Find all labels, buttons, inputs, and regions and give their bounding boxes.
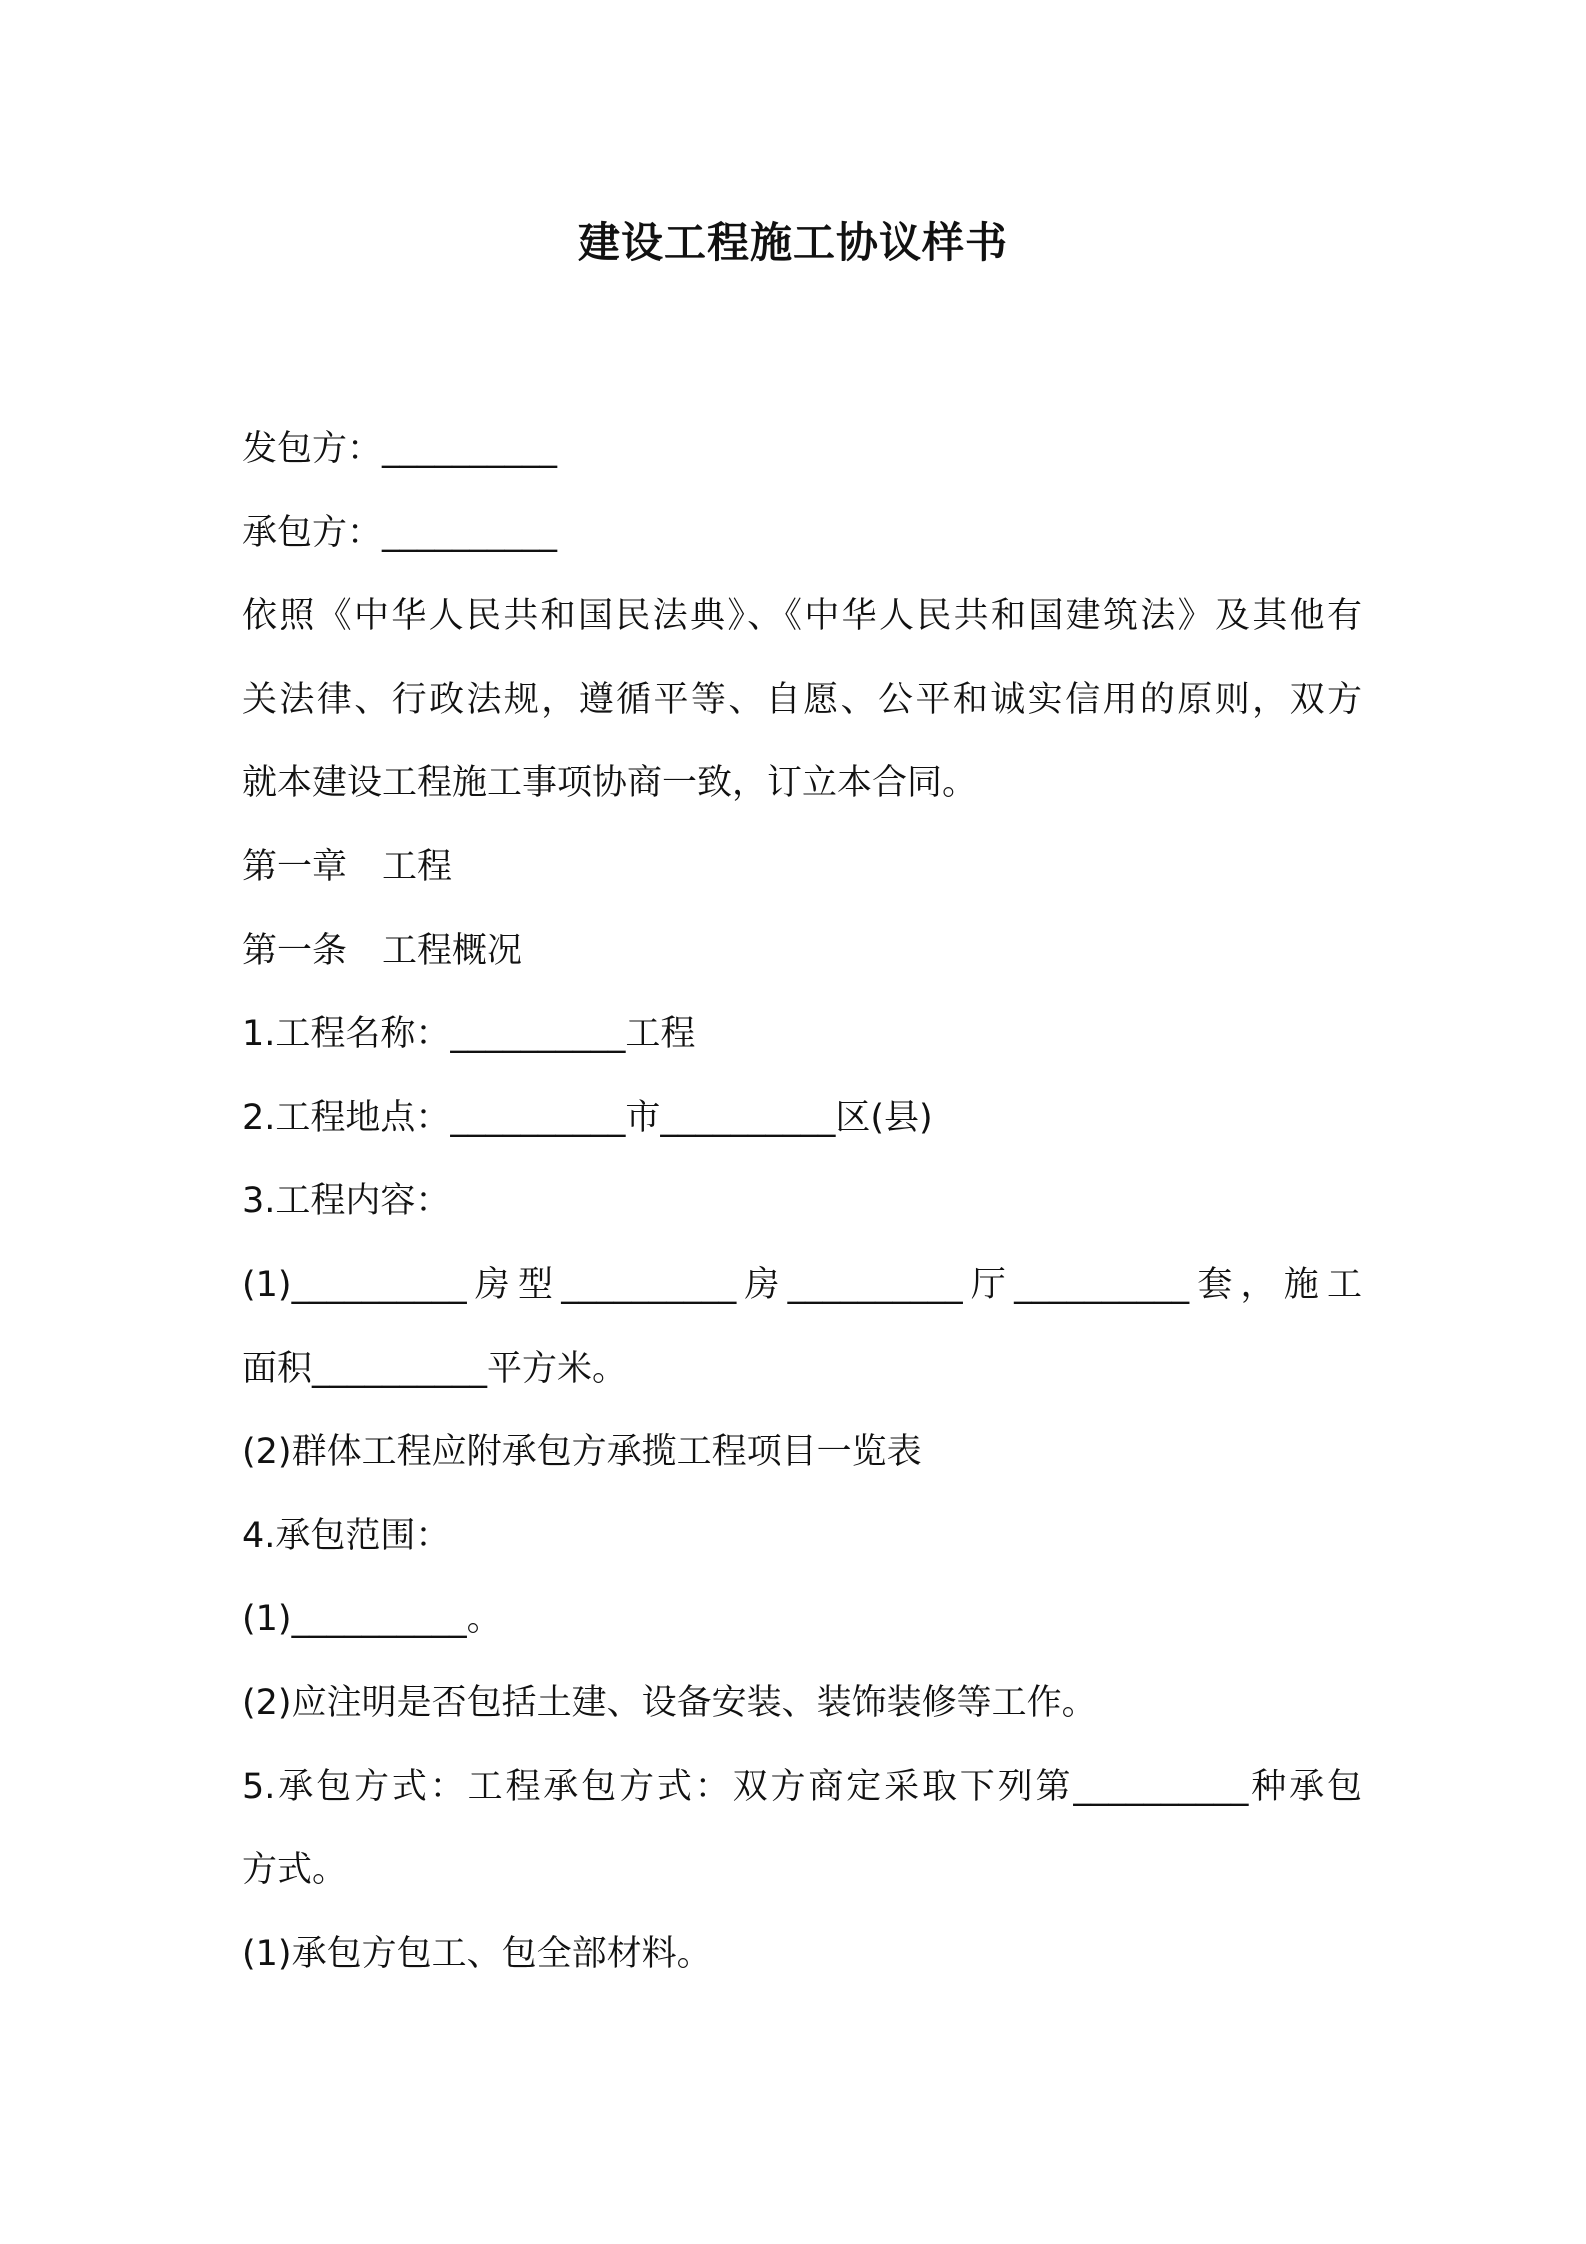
contract-method-line-1: 5.承包方式：工程承包方式：双方商定采取下列第__________种承包 <box>242 1766 1362 1807</box>
preamble-line-1: 依照《中华人民共和国民法典》、《中华人民共和国建筑法》及其他有 <box>242 596 1362 637</box>
project-content-item-1-line-1: (1)__________房型__________房__________厅__________套，施工 <box>242 1264 1362 1305</box>
contract-scope-item-1: (1)__________。 <box>242 1599 502 1640</box>
party-b-line: 承包方：__________ <box>242 512 558 553</box>
chapter-heading: 第一章 工程 <box>242 846 453 887</box>
project-content-item-2: (2)群体工程应附承包方承揽工程项目一览表 <box>242 1432 922 1473</box>
contract-method-line-2: 方式。 <box>242 1850 348 1891</box>
contract-scope-item-2: (2)应注明是否包括土建、设备安装、装饰装修等工作。 <box>242 1682 1097 1723</box>
project-location-line: 2.工程地点：__________市__________区(县) <box>242 1097 933 1138</box>
preamble-line-3: 就本建设工程施工事项协商一致，订立本合同。 <box>242 763 978 804</box>
project-name-line: 1.工程名称：__________工程 <box>242 1014 696 1055</box>
document-body <box>242 408 1362 1996</box>
project-content-heading: 3.工程内容： <box>242 1181 451 1222</box>
preamble-line-2: 关法律、行政法规，遵循平等、自愿、公平和诚实信用的原则，双方 <box>242 679 1362 720</box>
party-a-line: 发包方：__________ <box>242 429 558 469</box>
article-heading: 第一条 工程概况 <box>242 930 523 971</box>
contract-scope-heading: 4.承包范围： <box>242 1515 451 1556</box>
project-content-item-1-line-2: 面积__________平方米。 <box>242 1348 628 1389</box>
document-title: 建设工程施工协议样书 <box>577 218 1008 267</box>
contract-method-item-1: (1)承包方包工、包全部材料。 <box>242 1933 712 1974</box>
